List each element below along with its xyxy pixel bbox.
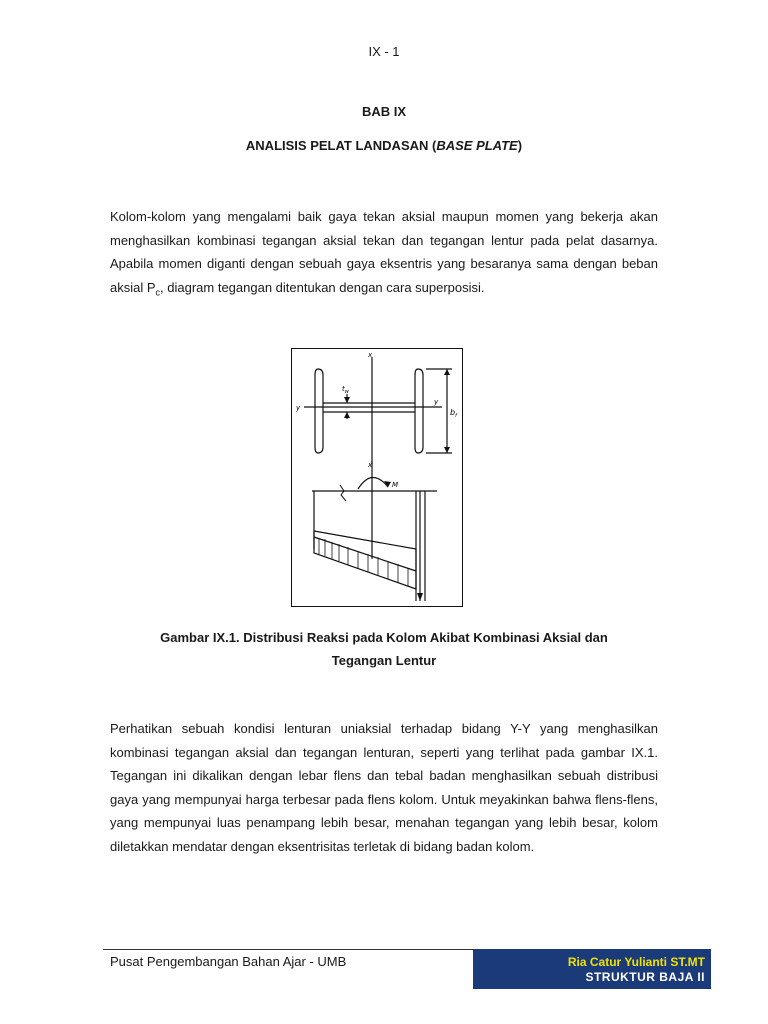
moment-label: M (392, 481, 399, 489)
flange-width-label: $b_f$ (450, 408, 457, 419)
axis-x-top-label: x (368, 351, 373, 359)
web-thickness-label: $t_w$ (342, 385, 349, 395)
figure-caption-line-1: Gambar IX.1. Distribusi Reaksi pada Kolom Akibat Kombinasi Aksial dan (160, 630, 608, 645)
axis-y-right-label: y (434, 398, 439, 406)
figure-caption (0, 626, 768, 672)
paragraph-1 (110, 205, 658, 305)
chapter-title-italic: BASE PLATE (436, 138, 518, 153)
footer-course: STRUKTUR BAJA II (585, 970, 705, 984)
figure-caption-line-2: Tegangan Lentur (331, 653, 437, 668)
axis-y-left-label: y (296, 404, 301, 412)
footer-author-box (473, 949, 711, 989)
page-number: IX - 1 (368, 44, 400, 59)
footer-divider (103, 949, 473, 950)
column-stress-figure (291, 348, 463, 607)
paragraph-1-text: Kolom-kolom yang mengalami baik gaya tekan aksial maupun momen yang bekerja akan menghasilkan kombinasi tegangan aksial tekan dan tegangan lentur pada pelat dasarnya. Apabila momen diganti dengan sebuah gaya eksentris yang besaranya sama dengan beban aksial P (110, 209, 658, 295)
chapter-title-suffix: ) (517, 138, 523, 153)
chapter-number: BAB IX (361, 104, 407, 119)
chapter-title-prefix: ANALISIS PELAT LANDASAN ( (245, 138, 437, 153)
chapter-title (0, 138, 768, 153)
column-stress-diagram (292, 349, 461, 605)
paragraph-1-subscript: c (155, 287, 161, 298)
axis-x-bottom-label: x (368, 461, 373, 469)
paragraph-2 (110, 717, 658, 858)
footer-author: Ria Catur Yulianti ST.MT (567, 955, 705, 969)
paragraph-1-text-end: , diagram tegangan ditentukan dengan cara superposisi. (160, 279, 485, 295)
footer-institution: Pusat Pengembangan Bahan Ajar - UMB (110, 954, 347, 969)
paragraph-2-text: Perhatikan sebuah kondisi lenturan uniaksial terhadap bidang Y-Y yang menghasilkan kombinasi tegangan aksial dan tegangan lenturan, seperti yang terlihat pada gambar IX.1. Tegangan ini dikalikan dengan lebar flens dan tebal badan menghasilkan sebuah distribusi gaya yang mempunyai harga terbesar pada flens kolom. Untuk meyakinkan bahwa flens-flens, yang mempunyai luas penampang lebih besar, menahan tegangan yang lebih besar, kolom diletakkan mendatar dengan eksentrisitas terletak di bidang badan kolom. (110, 721, 658, 854)
